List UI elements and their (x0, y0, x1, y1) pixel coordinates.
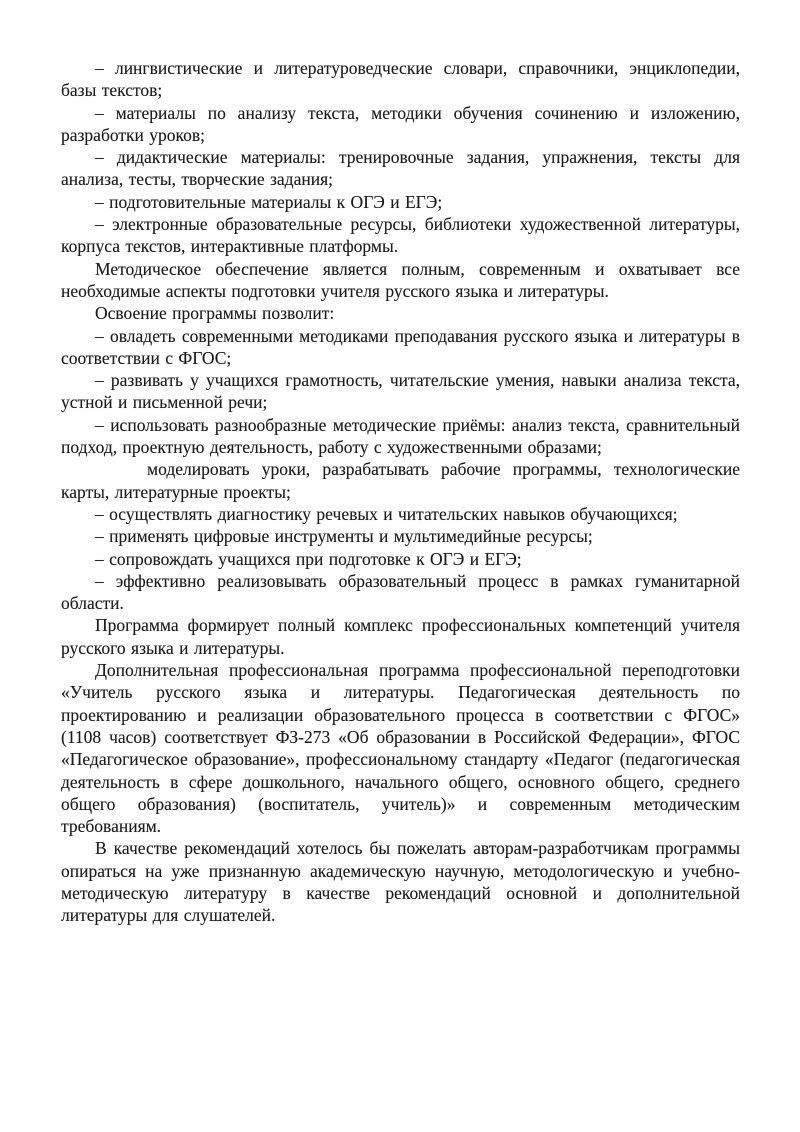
list-item-indented: моделировать уроки, разрабатывать рабочие программы, технологические карты, литературные проекты; (61, 459, 740, 502)
list-item: – электронные образовательные ресурсы, библиотеки художественной литературы, корпуса текстов, интерактивные платформы. (61, 214, 740, 257)
list-item: – сопровождать учащихся при подготовке к ОГЭ и ЕГЭ; (95, 548, 522, 569)
paragraph: Дополнительная профессиональная программа профессиональной переподготовки «Учитель русского языка и литературы. Педагогическая деятельность по проектированию и реализации образовательного процесса в соответствии с ФГОС» (1108 часов) соответствует ФЗ-273 «Об образовании в Российской Федерации», ФГОС «Педагогическое образование», профессиональному стандарту «Педагог (педагогическая деятельность в сфере дошкольного, начального общего, основного общего, среднего общего образования) (воспитатель, учитель)» и современным методическим требованиям. (61, 660, 740, 837)
paragraph: Программа формирует полный комплекс профессиональных компетенций учителя русского языка и литературы. (61, 615, 740, 658)
list-item: – материалы по анализу текста, методики обучения сочинению и изложению, разработки уроков; (61, 102, 740, 145)
list-item: – развивать у учащихся грамотность, читательские умения, навыки анализа текста, устной и письменной речи; (61, 370, 740, 413)
list-item: – лингвистические и литературоведческие словари, справочники, энциклопедии, базы текстов; (61, 58, 740, 101)
list-item: – дидактические материалы: тренировочные задания, упражнения, тексты для анализа, тесты, творческие задания; (61, 147, 740, 190)
list-item: – применять цифровые инструменты и мультимедийные ресурсы; (95, 526, 593, 547)
list-item: – использовать разнообразные методические приёмы: анализ текста, сравнительный подход, проектную деятельность, работу с художественными образами; (61, 414, 740, 458)
paragraph: Освоение программы позволит: (95, 303, 335, 324)
list-item: – эффективно реализовывать образовательный процесс в рамках гуманитарной области. (61, 570, 740, 614)
paragraph: Методическое обеспечение является полным, современным и охватывает все необходимые аспекты подготовки учителя русского языка и литературы. (61, 258, 740, 301)
paragraph: В качестве рекомендаций хотелось бы пожелать авторам-разработчикам программы опираться на уже признанную академическую научную, методологическую и учебно-методическую литературу в качестве рекомендаций основной и дополнительной литературы для слушателей. (61, 838, 740, 926)
list-item: – подготовительные материалы к ОГЭ и ЕГЭ; (95, 191, 443, 212)
list-item: – овладеть современными методиками преподавания русского языка и литературы в соответствии с ФГОС; (61, 325, 740, 368)
list-item: – осуществлять диагностику речевых и читательских навыков обучающихся; (95, 503, 678, 524)
